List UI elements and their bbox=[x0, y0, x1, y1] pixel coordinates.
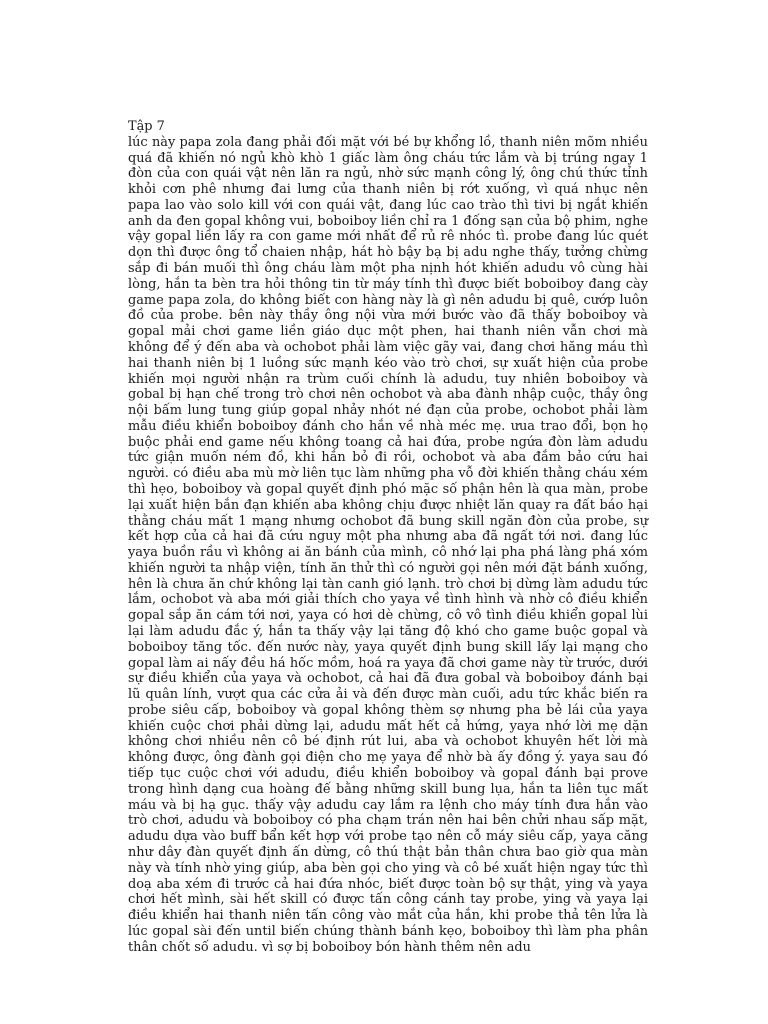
chapter-title: Tập 7 bbox=[128, 119, 165, 134]
document-content bbox=[128, 119, 648, 955]
body-paragraph: lúc này papa zola đang phải đối mặt với bé bự khổng lồ, thanh niên mõm nhiều quá đã khiến nó ngủ khò khò 1 giấc làm ông cháu tức lắm và bị trúng ngay 1 đòn của con quái vật nên lăn ra ngủ, nhờ sức mạnh công lý, ông chú thức tỉnh khỏi cơn phê nhưng đai lưng của thanh niên bị rớt xuống, vì quá nhục nên papa lao vào solo kill với con quái vật, đang lúc cao trào thì tivi bị ngắt khiến anh da đen gopal không vui, boboiboy liền chỉ ra 1 đống sạn của bộ phim, nghe vậy gopal liền lấy ra con game mới nhất để rủ rê nhóc tì. probe đang lúc quét dọn thì được ông tổ chaien nhập, hát hò bậy bạ bị adu nghe thấy, tưởng chừng sắp đi bán muối thì ông cháu làm một pha nịnh hót khiến adudu vô cùng hài lòng, hắn ta bèn tra hỏi thông tin từ máy tính thì được biết boboiboy đang cày game papa zola, do không biết con hàng này là gì nên adudu bị quê, cướp luôn đồ của probe. bên này thầy ông nội vừa mới bước vào đã thấy boboiboy và gopal mải chơi game liền giáo dục một phen, hai thanh niên vẫn chơi mà không để ý đến aba và ochobot phải làm việc gãy vai, đang chơi hăng máu thì hai thanh niên bị 1 luồng sức mạnh kéo vào trò chơi, sự xuất hiện của probe khiến mọi người nhận ra trùm cuối chính là adudu, tuy nhiên boboiboy và gobal bị hạn chế trong trò chơi nên ochobot và aba đành nhập cuộc, thầy ông nội bấm lung tung giúp gopal nhảy nhót né đạn của probe, ochobot phải làm mẫu điều khiển boboiboy đánh cho hắn về nhà méc mẹ. ưua trao đổi, bọn họ buộc phải end game nếu không toang cả hai đứa, probe ngứa đòn làm adudu tức giận muốn ném đồ, khi hắn bỏ đi rồi, ochobot và aba đắm bảo cứu hai người. có điều aba mù mờ liên tục làm những pha vỗ đời khiến thằng cháu xém thì hẹo, boboiboy và gopal quyết định phó mặc số phận hên là qua màn, probe lại xuất hiện bắn đạn khiến aba không chịu được nhiệt lăn quay ra đất báo hại thằng cháu mất 1 mạng nhưng ochobot đã bung skill ngăn đòn của probe, sự kết hợp của cả hai đã cứu nguy một pha nhưng aba đã ngất tới nơi. đang lúc yaya buồn rầu vì không ai ăn bánh của mình, cô nhớ lại pha phá làng phá xóm khiến người ta nhập viện, tính ăn thử thì có người gọi nên mới đặt bánh xuống, hên là chưa ăn chứ không lại tàn canh gió lạnh. trò chơi bị dừng làm adudu tức lắm, ochobot và aba mới giải thích cho yaya về tình hình và nhờ cô điều khiển gopal sắp ăn cám tới nơi, yaya có hơi dè chừng, cô vô tình điều khiển gopal lùi lại làm adudu đắc ý, hắn ta thấy vậy lại tăng độ khó cho game buộc gopal và boboiboy tăng tốc. đến nước này, yaya quyết định bung skill lấy lại mạng cho gopal làm ai nấy đều há hốc mồm, hoá ra yaya đã chơi game này từ trước, dưới sự điều khiển của yaya và ochobot, cả hai đã đưa gobal và boboiboy đánh bại lũ quân lính, vượt qua các cửa ải và đến được màn cuối, adu tức khắc biến ra probe siêu cấp, boboiboy và gopal không thèm sợ nhưng pha bẻ lái của yaya khiến cuộc chơi phải dừng lại, adudu mất hết cả hứng, yaya nhớ lời mẹ dặn không chơi nhiều nên cô bé định rút lui, aba và ochobot khuyên hết lời mà không được, ông đành gọi điện cho mẹ yaya để nhờ bà ấy đồng ý. yaya sau đó tiếp tục cuộc chơi với adudu, điều khiển boboiboy và gopal đánh bại prove trong hình dạng cua hoàng đế bằng những skill bung lụa, hắn ta liên tục mất máu và bị hạ gục. thấy vậy adudu cay lắm ra lệnh cho máy tính đưa hắn vào trò chơi, adudu và boboiboy có pha chạm trán nên hai bên chửi nhau sấp mặt, adudu dựa vào buff bẩn kết hợp với probe tạo nên cỗ máy siêu cấp, yaya căng như dây đàn quyết định ấn dừng, cô thú thật bản thân chưa bao giờ qua màn này và tính nhờ ying giúp, aba bèn gọi cho ying và cô bé xuất hiện ngay tức thì doạ aba xém đi trước cả hai đứa nhóc, biết được toàn bộ sự thật, ying và yaya chơi hết mình, sài hết skill có được tấn công cánh tay probe, ying và yaya lại điều khiển hai thanh niên tấn công vào mắt của hắn, khi probe thả tên lửa là lúc gopal sài đến until biến chúng thành bánh kẹo, boboiboy thì làm pha phân thân chốt số adudu. vì sợ bị boboiboy bón hành thêm nên adu bbox=[128, 134, 648, 955]
